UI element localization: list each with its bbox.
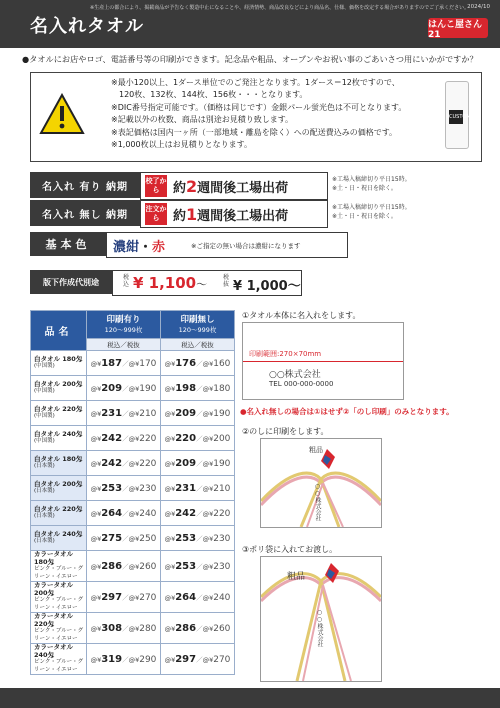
product-name: 白タオル 200匁 (中国製) <box>31 376 87 401</box>
price-unprinted: @¥297／@¥270 <box>161 644 235 675</box>
price-printed: @¥297／@¥270 <box>87 582 161 613</box>
price-printed: @¥275／@¥250 <box>87 526 161 551</box>
price-printed: @¥319／@¥290 <box>87 644 161 675</box>
price-unprinted: @¥242／@¥220 <box>161 501 235 526</box>
page-title: 名入れタオル <box>30 16 144 37</box>
notice-line: ※DIC番号指定可能です。（価格は同じです）金銀パール蛍光色は不可となります。 <box>111 102 407 112</box>
noshi-company: ○○株式会社 <box>314 483 321 521</box>
product-name: カラータオル 240匁 ピンク・ブルー・グリーン・イエロー <box>31 644 87 675</box>
notice-list <box>111 77 406 151</box>
table-row <box>31 401 235 426</box>
product-name: 白タオル 180匁 (日本製) <box>31 451 87 476</box>
price-table <box>30 310 235 675</box>
base-color-box <box>106 232 348 258</box>
sample-tel: TEL 000-000-0000 <box>269 380 334 388</box>
delivery-box-without-name <box>140 200 328 228</box>
product-name: 白タオル 220匁 (日本製) <box>31 501 87 526</box>
notice-line: 120枚、132枚、144枚、156枚・・・となります。 <box>111 90 308 100</box>
price-printed: @¥286／@¥260 <box>87 551 161 582</box>
print-range-line <box>243 361 403 362</box>
no-name-note: ●名入れ無しの場合は①はせず②「のし印刷」のみとなります。 <box>240 407 454 416</box>
towel-print-label: CUSTOM <box>449 110 463 124</box>
brand-logo: はんこ屋さん21 <box>428 18 488 38</box>
price-unprinted: @¥253／@¥230 <box>161 551 235 582</box>
table-row <box>31 451 235 476</box>
tax-in-label: 税込 <box>122 274 129 288</box>
price-unprinted: @¥220／@¥200 <box>161 426 235 451</box>
print-range-label: 印刷範囲:270×70mm <box>249 350 322 358</box>
product-name: 白タオル 200匁 (日本製) <box>31 476 87 501</box>
tax-label: 税込／税抜 <box>87 339 161 351</box>
price-printed: @¥253／@¥230 <box>87 476 161 501</box>
delivery-label-with-name: 名入れ 有り 納期 <box>30 172 140 198</box>
base-color-label: 基本色 <box>30 232 106 256</box>
footer-note: ※生産上の都合により、掲載商品が予告なく製造中止になることや、経済情勢、商品改良などにより商品名、仕様、価格を改定する場合がありますのでご了承ください。 <box>90 5 470 11</box>
product-name: 白タオル 220匁 (中国製) <box>31 401 87 426</box>
product-name: カラータオル 200匁 ピンク・ブルー・グリーン・イエロー <box>31 582 87 613</box>
price-unprinted: @¥176／@¥160 <box>161 351 235 376</box>
price-unprinted: @¥209／@¥190 <box>161 401 235 426</box>
sample-company: ○○株式会社 <box>269 370 321 380</box>
bag-sample <box>260 556 382 682</box>
table-row <box>31 613 235 644</box>
table-row <box>31 501 235 526</box>
noshi-sample <box>260 438 382 528</box>
bag-label: 粗品 <box>287 572 306 582</box>
product-name: カラータオル 220匁 ピンク・ブルー・グリーン・イエロー <box>31 613 87 644</box>
table-row <box>31 376 235 401</box>
price-printed: @¥242／@¥220 <box>87 451 161 476</box>
price-unprinted: @¥209／@¥190 <box>161 451 235 476</box>
price-printed: @¥187／@¥170 <box>87 351 161 376</box>
base-color-values: 濃紺・赤 <box>113 240 166 255</box>
delivery-time: 約2週間後工場出荷 <box>173 177 289 196</box>
price-unprinted: @¥264／@¥240 <box>161 582 235 613</box>
product-name: 白タオル 240匁 (日本製) <box>31 526 87 551</box>
towel-image <box>445 81 469 149</box>
price-printed: @¥231／@¥210 <box>87 401 161 426</box>
delivery-order-badge: 校了から <box>145 175 167 197</box>
table-header-unprinted: 印刷無し 120〜999枚 <box>161 311 235 339</box>
table-row <box>31 644 235 675</box>
warning-icon <box>39 93 85 135</box>
table-row <box>31 551 235 582</box>
table-row <box>31 526 235 551</box>
notice-line: ※1,000枚以上はお見積りとなります。 <box>111 140 252 150</box>
price-unprinted: @¥286／@¥260 <box>161 613 235 644</box>
price-printed: @¥209／@¥190 <box>87 376 161 401</box>
noshi-label: 粗品 <box>309 446 323 454</box>
delivery-note: ※工場入稿締切り平日15時。 ※土・日・祝日を除く。 <box>332 176 411 192</box>
delivery-box-with-name <box>140 172 328 200</box>
delivery-order-badge: 注文から <box>145 203 167 225</box>
price-unprinted: @¥231／@¥210 <box>161 476 235 501</box>
table-header-printed: 印刷有り 120〜999枚 <box>87 311 161 339</box>
intro-text: ●タオルにお店やロゴ、電話番号等の印刷ができます。記念品や粗品、オープンやお祝い事のごあいさつ用にいかがですか？ <box>22 54 478 64</box>
notice-line: ※表記価格は国内一ヶ所（一部地域・離島を除く）への配送費込みの価格です。 <box>111 127 398 137</box>
price-printed: @¥242／@¥220 <box>87 426 161 451</box>
product-name: カラータオル 180匁 ピンク・ブルー・グリーン・イエロー <box>31 551 87 582</box>
notice-box <box>30 72 482 162</box>
tax-ex-label: 税抜 <box>222 274 229 288</box>
table-row <box>31 582 235 613</box>
table-row <box>31 426 235 451</box>
table-row <box>31 476 235 501</box>
plate-price-tax-in: ¥ 1,100〜 <box>133 274 208 292</box>
print-sample <box>242 322 404 400</box>
step-2-text: ②のしに印刷をします。 <box>242 427 329 436</box>
product-name: 白タオル 180匁 (中国製) <box>31 351 87 376</box>
table-header-name: 品名 <box>31 311 87 351</box>
base-color-note: ※ご指定の無い場合は濃紺になります <box>191 242 301 250</box>
delivery-label-without-name: 名入れ 無し 納期 <box>30 200 140 226</box>
price-unprinted: @¥253／@¥230 <box>161 526 235 551</box>
price-unprinted: @¥198／@¥180 <box>161 376 235 401</box>
table-row <box>31 351 235 376</box>
tax-label: 税込／税抜 <box>161 339 235 351</box>
price-printed: @¥264／@¥240 <box>87 501 161 526</box>
plate-fee-label: 版下作成代別途 <box>30 270 112 294</box>
notice-line: ※最小120以上、1ダース単位でのご発注となります。1ダース＝12枚ですので、 <box>111 78 400 87</box>
plate-fee-box <box>112 270 302 296</box>
notice-line: ※記載以外の枚数、商品は別途お見積り致します。 <box>111 115 294 125</box>
product-name: 白タオル 240匁 (中国製) <box>31 426 87 451</box>
bag-company: ○○株式会社 <box>316 609 323 647</box>
delivery-time: 約1週間後工場出荷 <box>173 205 289 224</box>
delivery-note: ※工場入稿締切り平日15時。 ※土・日・祝日を除く。 <box>332 204 411 220</box>
price-printed: @¥308／@¥280 <box>87 613 161 644</box>
step-3-text: ③ポリ袋に入れてお渡し。 <box>242 545 338 554</box>
step-1-text: ①タオル本体に名入れをします。 <box>242 311 361 320</box>
footer-date: 2024/10 <box>467 4 490 10</box>
page-footer <box>0 688 500 708</box>
plate-price-tax-ex: ¥ 1,000〜 <box>233 279 301 294</box>
